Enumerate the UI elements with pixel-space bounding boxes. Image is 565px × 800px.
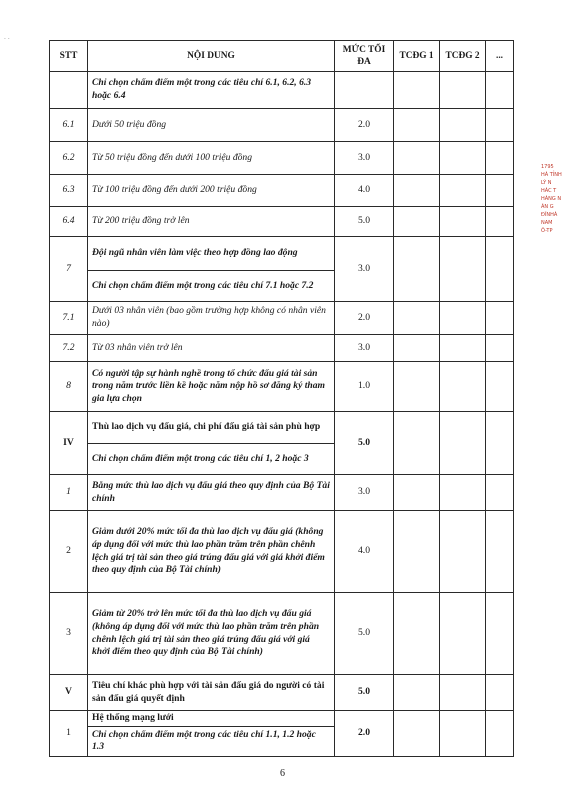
row-content: Dưới 50 triệu đồng xyxy=(88,109,335,142)
row-stt: 6.4 xyxy=(50,207,88,237)
row-tcdg2 xyxy=(440,511,486,593)
row-more xyxy=(486,175,514,207)
row-tcdg1 xyxy=(394,675,440,711)
row-stt: 7.2 xyxy=(50,335,88,362)
header-tcdg-1: TCĐG 1 xyxy=(394,41,440,72)
row-tcdg2 xyxy=(440,207,486,237)
row-stt: 1 xyxy=(50,711,88,757)
row-tcdg2 xyxy=(440,475,486,511)
row-more xyxy=(486,711,514,757)
row-more xyxy=(486,109,514,142)
row-max: 3.0 xyxy=(335,142,394,175)
table-row xyxy=(50,475,514,511)
table-row xyxy=(50,675,514,711)
row-content: Từ 03 nhân viên trở lên xyxy=(88,335,335,362)
row-max: 2.0 xyxy=(335,109,394,142)
row-stt: 6.2 xyxy=(50,142,88,175)
row-content-note: Chỉ chọn chấm điểm một trong các tiêu chí 1, 2 hoặc 3 xyxy=(88,444,335,475)
row-more xyxy=(486,207,514,237)
row-content: Giảm từ 20% trở lên mức tối đa thù lao dịch vụ đấu giá (không áp dụng đối với mức thù lao phần trăm trên phần chênh lệch giá trị tài sản theo giá trúng đấu giá với giá khởi điểm theo quy định của Bộ Tài chính) xyxy=(88,593,335,675)
row-tcdg1 xyxy=(394,412,440,475)
row-tcdg2 xyxy=(440,335,486,362)
table-row xyxy=(50,175,514,207)
row-max: 4.0 xyxy=(335,175,394,207)
header-more: ... xyxy=(486,41,514,72)
row-max: 5.0 xyxy=(335,412,394,475)
row-more xyxy=(486,412,514,475)
row-tcdg1 xyxy=(394,109,440,142)
stamp-line: HÀ TỈNH xyxy=(541,172,562,178)
row-max: 3.0 xyxy=(335,237,394,302)
row-content: Từ 100 triệu đồng đến dưới 200 triệu đồng xyxy=(88,175,335,207)
row-tcdg2 xyxy=(440,72,486,109)
table-row xyxy=(50,109,514,142)
row-more xyxy=(486,302,514,335)
header-muc-toi-da: MỨC TỐI ĐA xyxy=(335,41,394,72)
row-max: 1.0 xyxy=(335,362,394,412)
row-content: Dưới 03 nhân viên (bao gồm trường hợp không có nhân viên nào) xyxy=(88,302,335,335)
row-more xyxy=(486,335,514,362)
header-noidung: NỘI DUNG xyxy=(88,41,335,72)
row-content: Thù lao dịch vụ đấu giá, chi phí đấu giá tài sản phù hợp xyxy=(88,412,335,444)
row-stt: 8 xyxy=(50,362,88,412)
row-tcdg2 xyxy=(440,302,486,335)
row-more xyxy=(486,362,514,412)
table-row xyxy=(50,511,514,593)
row-stt: 7.1 xyxy=(50,302,88,335)
row-tcdg2 xyxy=(440,362,486,412)
table-row xyxy=(50,412,514,444)
row-tcdg2 xyxy=(440,237,486,302)
table-row xyxy=(50,362,514,412)
table-row xyxy=(50,142,514,175)
row-more xyxy=(486,72,514,109)
row-stt: 6.3 xyxy=(50,175,88,207)
row-tcdg2 xyxy=(440,412,486,475)
row-content: Giảm dưới 20% mức tối đa thù lao dịch vụ đấu giá (không áp dụng đối với mức thù lao phần trăm trên phần chênh lệch giá trị tài sản theo giá trúng đấu giá với giá khởi điểm theo quy định của Bộ Tài chính) xyxy=(88,511,335,593)
row-tcdg1 xyxy=(394,362,440,412)
row-max: 5.0 xyxy=(335,207,394,237)
row-stt: 3 xyxy=(50,593,88,675)
stamp-line: HÀNG N xyxy=(541,196,562,202)
row-content: Từ 200 triệu đồng trở lên xyxy=(88,207,335,237)
row-max: 5.0 xyxy=(335,593,394,675)
row-tcdg1 xyxy=(394,142,440,175)
row-content: Có người tập sự hành nghề trong tổ chức đấu giá tài sản trong năm trước liền kề hoặc năm nộp hồ sơ đăng ký tham gia lựa chọn xyxy=(88,362,335,412)
row-tcdg2 xyxy=(440,593,486,675)
red-stamp-fragment xyxy=(541,163,565,263)
table-row xyxy=(50,72,514,109)
row-tcdg1 xyxy=(394,302,440,335)
row-max: 4.0 xyxy=(335,511,394,593)
row-tcdg1 xyxy=(394,72,440,109)
stamp-line: HÁC T xyxy=(541,188,557,194)
row-content-note: Chỉ chọn chấm điểm một trong các tiêu chí 1.1, 1.2 hoặc 1.3 xyxy=(88,726,335,756)
row-content: Chỉ chọn chấm điểm một trong các tiêu chí 6.1, 6.2, 6.3 hoặc 6.4 xyxy=(88,72,335,109)
table-header-row xyxy=(50,41,514,72)
row-content: Tiêu chí khác phù hợp với tài sản đấu giá do người có tài sản đấu giá quyết định xyxy=(88,675,335,711)
row-tcdg1 xyxy=(394,237,440,302)
table-row xyxy=(50,335,514,362)
row-tcdg1 xyxy=(394,207,440,237)
stamp-line: Ô-TP xyxy=(541,228,553,234)
table-row xyxy=(50,593,514,675)
row-tcdg1 xyxy=(394,711,440,757)
row-tcdg2 xyxy=(440,142,486,175)
stamp-line: LÝ N xyxy=(541,180,552,186)
row-stt: 1 xyxy=(50,475,88,511)
row-max xyxy=(335,72,394,109)
row-stt: 6.1 xyxy=(50,109,88,142)
row-max: 3.0 xyxy=(335,475,394,511)
row-tcdg1 xyxy=(394,335,440,362)
row-content: Đội ngũ nhân viên làm việc theo hợp đồng lao động xyxy=(88,237,335,271)
row-more xyxy=(486,475,514,511)
row-stt: 7 xyxy=(50,237,88,302)
row-tcdg1 xyxy=(394,511,440,593)
row-content: Hệ thống mạng lưới xyxy=(88,711,335,727)
row-max: 3.0 xyxy=(335,335,394,362)
row-content: Từ 50 triệu đồng đến dưới 100 triệu đồng xyxy=(88,142,335,175)
row-stt: V xyxy=(50,675,88,711)
row-stt: IV xyxy=(50,412,88,475)
stamp-line: NAM xyxy=(541,220,553,226)
row-max: 2.0 xyxy=(335,711,394,757)
row-tcdg1 xyxy=(394,475,440,511)
table-row xyxy=(50,302,514,335)
row-tcdg2 xyxy=(440,109,486,142)
row-tcdg2 xyxy=(440,675,486,711)
criteria-table xyxy=(49,40,514,757)
row-content-note: Chỉ chọn chấm điểm một trong các tiêu chí 7.1 hoặc 7.2 xyxy=(88,271,335,302)
header-stt: STT xyxy=(50,41,88,72)
row-tcdg1 xyxy=(394,593,440,675)
row-stt: 2 xyxy=(50,511,88,593)
row-tcdg2 xyxy=(440,175,486,207)
row-tcdg2 xyxy=(440,711,486,757)
stamp-line: ĐĨNHÀ xyxy=(541,212,558,218)
stamp-line: ÁN G xyxy=(541,204,554,210)
row-more xyxy=(486,237,514,302)
row-more xyxy=(486,675,514,711)
row-max: 5.0 xyxy=(335,675,394,711)
table-row xyxy=(50,711,514,727)
table-row xyxy=(50,207,514,237)
stamp-line: 1795 xyxy=(541,164,554,170)
row-max: 2.0 xyxy=(335,302,394,335)
header-tcdg-2: TCĐG 2 xyxy=(440,41,486,72)
table-row xyxy=(50,237,514,271)
page-number: 6 xyxy=(280,768,285,779)
row-content: Bằng mức thù lao dịch vụ đấu giá theo quy định của Bộ Tài chính xyxy=(88,475,335,511)
row-stt xyxy=(50,72,88,109)
row-more xyxy=(486,593,514,675)
row-tcdg1 xyxy=(394,175,440,207)
row-more xyxy=(486,142,514,175)
row-more xyxy=(486,511,514,593)
scan-marks: · · xyxy=(4,36,10,43)
